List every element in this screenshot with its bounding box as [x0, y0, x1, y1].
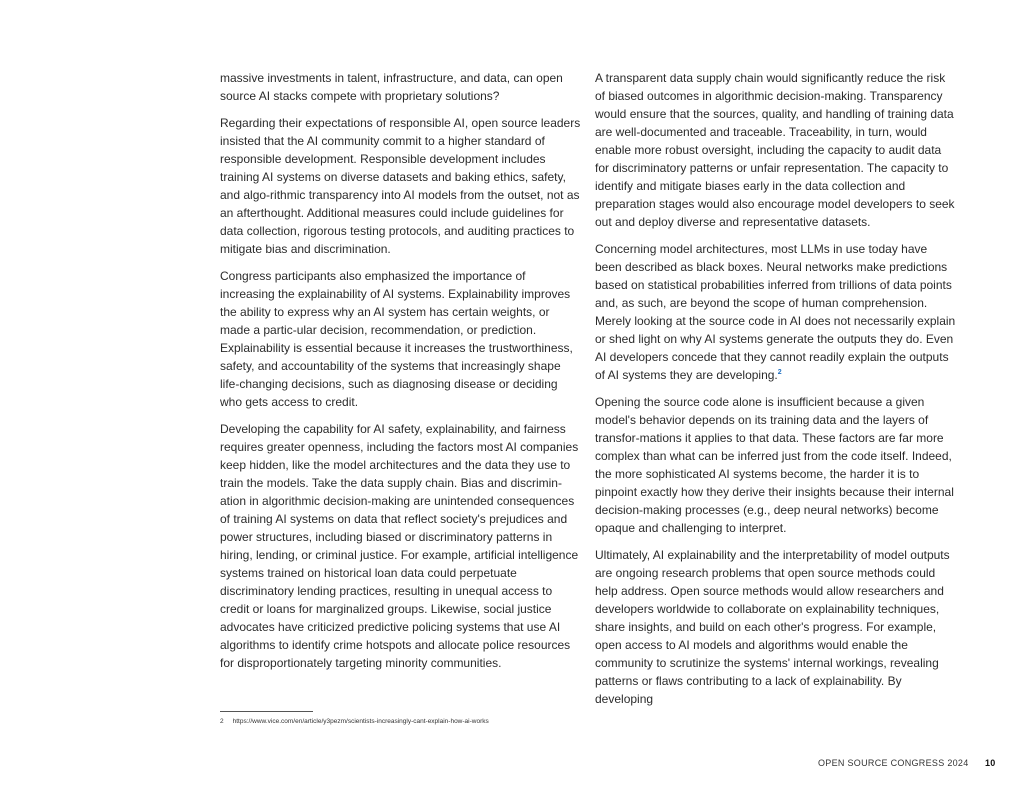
footnote-link[interactable]: https://www.vice.com/en/article/y3pezm/scientists-increasingly-cant-explain-how-ai-works	[232, 718, 489, 725]
footnote-divider	[220, 711, 313, 712]
left-column	[220, 69, 582, 681]
footer-title: OPEN SOURCE CONGRESS 2024	[818, 758, 969, 768]
paragraph-text: Concerning model architectures, most LLMs in use today have been described as black boxes. Neural networks make predictions based on statistical probabilities inferred from trillions of data points and, as such, are beyond the scope of human comprehension. Merely looking at the source code in AI does not necessarily explain or shed light on why AI systems generate the outputs they do. Even AI developers concede that they cannot readily explain the outputs of AI systems they are developing.	[595, 242, 956, 382]
paragraph: Opening the source code alone is insufficient because a given model's behavior depends on its training data and the layers of transfor-mations it applies to that data. These factors are far more complex than what can be inferred just from the code itself. Indeed, the more sophisticated AI systems become, the harder it is to pinpoint exactly how they derive their insights because their internal decision-making processes (e.g., deep neural networks) become opaque and challenging to interpret.	[595, 395, 954, 535]
page-number: 10	[985, 758, 996, 768]
paragraph: Ultimately, AI explainability and the interpretability of model outputs are ongoing research problems that open source methods could help address. Open source methods would allow researchers and developers worldwide to collaborate on explainability techniques, share insights, and build on each other's progress. For example, open access to AI models and algorithms would enable the community to scrutinize the systems' internal workings, revealing patterns or flaws contributing to a lack of explainability. By developing	[595, 548, 950, 706]
right-column	[595, 69, 957, 717]
paragraph-with-footnote	[595, 240, 957, 384]
footnote-reference[interactable]: 2	[777, 369, 782, 376]
footnote	[220, 718, 489, 725]
paragraph: Regarding their expectations of responsible AI, open source leaders insisted that the AI community commit to a higher standard of responsible development. Responsible development includes training AI systems on diverse datasets and baking ethics, safety, and algo-rithmic transparency into AI models from the outset, not as an afterthought. Additional measures could include guidelines for data collection, rigorous testing protocols, and auditing practices to mitigate bias and discrimination.	[220, 116, 581, 256]
paragraph: A transparent data supply chain would significantly reduce the risk of biased outcomes in algorithmic decision-making. Transparency would ensure that the sources, quality, and handling of training data are well-documented and traceable. Traceability, in turn, would enable more robust oversight, including the capacity to audit data for discriminatory patterns or unfair representation. The capacity to identify and mitigate biases early in the data collection and preparation stages would also encourage model developers to seek out and deploy diverse and representative datasets.	[595, 71, 955, 229]
footnote-number: 2	[220, 718, 224, 725]
paragraph: Developing the capability for AI safety, explainability, and fairness requires greater openness, including the factors most AI companies keep hidden, like the model architectures and the data they use to train the models. Take the data supply chain. Bias and discrimin-ation in algorithmic decision-making are unintended consequences of training AI systems on data that reflect society's prejudices and power structures, including biased or discriminatory patterns in hiring, lending, or criminal justice. For example, artificial intelligence systems trained on historical loan data could perpetuate discriminatory lending practices, resulting in unequal access to credit or loans for marginalized groups. Likewise, social justice advocates have criticized predictive policing systems that use AI algorithms to identify crime hotspots and allocate police resources for disproportionately targeting minority communities.	[220, 422, 579, 670]
paragraph: Congress participants also emphasized the importance of increasing the explainability of AI systems. Explainability improves the ability to express why an AI system has certain weights, or made a partic-ular decision, recommendation, or prediction. Explainability is essential because it increases the trustworthiness, safety, and accountability of the systems that increasingly shape life-changing decisions, such as diagnosing disease or deciding who gets access to credit.	[220, 269, 573, 409]
paragraph: massive investments in talent, infrastructure, and data, can open source AI stacks compete with proprietary solutions?	[220, 71, 563, 103]
